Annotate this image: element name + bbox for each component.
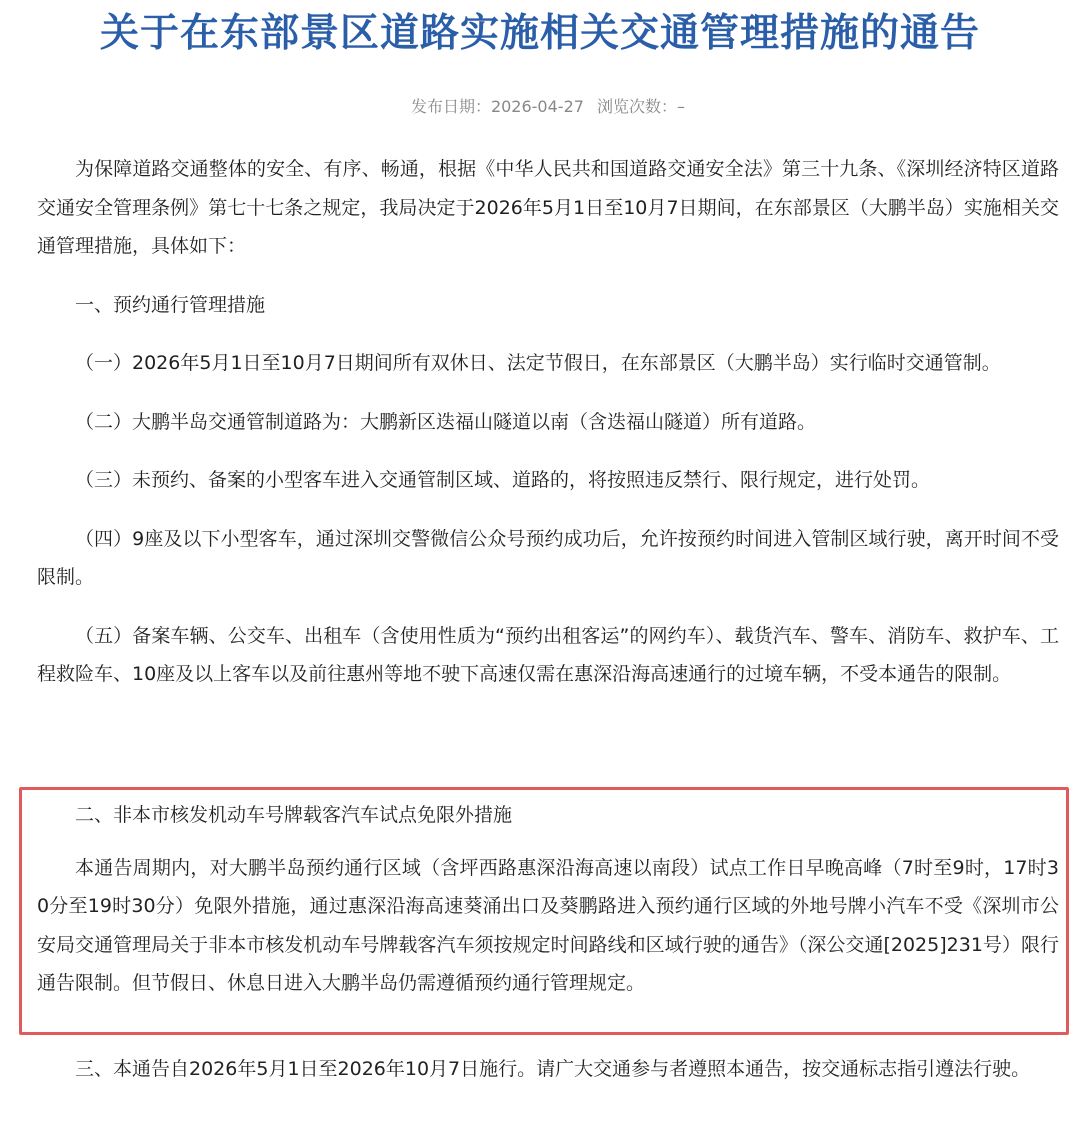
section2-heading: 二、非本市核发机动车号牌载客汽车试点免限外措施: [75, 804, 513, 826]
page-title: 关于在东部景区道路实施相关交通管理措施的通告: [99, 11, 980, 56]
section3: [37, 1050, 1059, 1089]
section3-paragraph: 三、本通告自2026年5月1日至2026年10月7日施行。请广大交通参与者遵照本通告，按交通标志指引遵法行驶。: [75, 1058, 1031, 1080]
section1-heading: 一、预约通行管理措施: [75, 293, 266, 316]
article-meta: [0, 93, 1080, 121]
section1-item-4: （四）9座及以下小型客车，通过深圳交警微信公众号预约成功后，允许按预约时间进入管制区域行驶，离开时间不受限制。: [37, 527, 1059, 588]
section1-item-2: （二）大鹏半岛交通管制道路为：大鹏新区迭福山隧道以南（含迭福山隧道）所有道路。: [75, 410, 817, 433]
section1-item-3: （三）未预约、备案的小型客车进入交通管制区域、道路的，将按照违反禁行、限行规定，进行处罚。: [75, 469, 931, 491]
view-count: 浏览次数：–: [597, 97, 686, 116]
section2: [37, 796, 1059, 1017]
publish-date: 发布日期：2026-04-27: [410, 97, 584, 116]
section1-item-5: （五）备案车辆、公交车、出租车（含使用性质为“预约出租客运”的网约车）、载货汽车、警车、消防车、救护车、工程救险车、10座及以上客车以及前往惠州等地不驶下高速仅需在惠深沿海高速通行的过境车辆，不受本通告的限制。: [37, 624, 1059, 685]
article-body: [37, 150, 1059, 714]
section1-item-1: （一）2026年5月1日至10月7日期间所有双休日、法定节假日，在东部景区（大鹏半岛）实行临时交通管制。: [75, 352, 1001, 374]
section2-paragraph: 本通告周期内，对大鹏半岛预约通行区域（含坪西路惠深沿海高速以南段）试点工作日早晚高峰（7时至9时，17时30分至19时30分）免限外措施，通过惠深沿海高速葵涌出口及葵鹏路进入预约通行区域的外地号牌小汽车不受《深圳市公安局交通管理局关于非本市核发机动车号牌载客汽车须按规定时间路线和区域行驶的通告》（深公交通[2025]231号）限行通告限制。但节假日、休息日进入大鹏半岛仍需遵循预约通行管理规定。: [37, 856, 1059, 994]
intro-paragraph: 为保障道路交通整体的安全、有序、畅通，根据《中华人民共和国道路交通安全法》第三十九条、《深圳经济特区道路交通安全管理条例》第七十七条之规定，我局决定于2026年5月1日至10月7日期间，在东部景区（大鹏半岛）实施相关交通管理措施，具体如下：: [37, 158, 1059, 257]
